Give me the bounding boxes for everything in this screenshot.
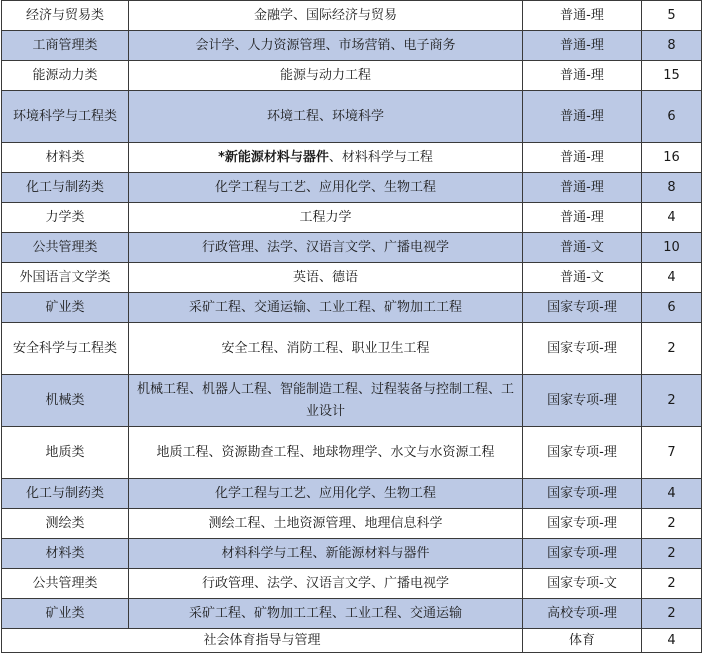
category-cell: 材料类	[2, 143, 129, 173]
majors-cell: 机械工程、机器人工程、智能制造工程、过程装备与控制工程、工业设计	[129, 375, 523, 427]
admission-type-cell: 国家专项-文	[523, 569, 642, 599]
table-row	[2, 629, 702, 653]
count-cell: 8	[642, 173, 702, 203]
count-cell: 7	[642, 427, 702, 479]
admission-type-cell: 普通-理	[523, 61, 642, 91]
majors-cell: 安全工程、消防工程、职业卫生工程	[129, 323, 523, 375]
count-cell: 8	[642, 31, 702, 61]
table-row	[2, 203, 702, 233]
admission-type-cell: 普通-文	[523, 263, 642, 293]
enrollment-plan-table	[1, 0, 702, 653]
category-cell: 矿业类	[2, 293, 129, 323]
category-cell: 公共管理类	[2, 569, 129, 599]
majors-cell: 能源与动力工程	[129, 61, 523, 91]
category-cell: 工商管理类	[2, 31, 129, 61]
admission-type-cell: 普通-理	[523, 91, 642, 143]
admission-type-cell: 国家专项-理	[523, 427, 642, 479]
majors-cell: 英语、德语	[129, 263, 523, 293]
admission-type-cell: 国家专项-理	[523, 323, 642, 375]
category-cell: 化工与制药类	[2, 173, 129, 203]
table-row	[2, 31, 702, 61]
category-cell: 经济与贸易类	[2, 1, 129, 31]
category-cell: 机械类	[2, 375, 129, 427]
category-cell: 公共管理类	[2, 233, 129, 263]
table-row	[2, 293, 702, 323]
majors-cell: 测绘工程、土地资源管理、地理信息科学	[129, 509, 523, 539]
majors-text: 、材料科学与工程	[328, 149, 433, 165]
majors-cell: 工程力学	[129, 203, 523, 233]
admission-type-cell: 普通-文	[523, 233, 642, 263]
category-cell: 力学类	[2, 203, 129, 233]
majors-cell: 材料科学与工程、新能源材料与器件	[129, 539, 523, 569]
table-row	[2, 323, 702, 375]
count-cell: 2	[642, 539, 702, 569]
highlighted-major: *新能源材料与器件	[218, 149, 329, 165]
table-row	[2, 91, 702, 143]
count-cell: 4	[642, 263, 702, 293]
count-cell: 2	[642, 509, 702, 539]
admission-type-cell: 国家专项-理	[523, 509, 642, 539]
majors-cell: 金融学、国际经济与贸易	[129, 1, 523, 31]
category-cell: 环境科学与工程类	[2, 91, 129, 143]
admission-type-cell: 普通-理	[523, 31, 642, 61]
admission-type-cell: 国家专项-理	[523, 479, 642, 509]
category-cell: 能源动力类	[2, 61, 129, 91]
category-cell: 化工与制药类	[2, 479, 129, 509]
category-cell: 外国语言文学类	[2, 263, 129, 293]
table-row	[2, 263, 702, 293]
majors-cell: 社会体育指导与管理	[2, 629, 523, 653]
count-cell: 6	[642, 91, 702, 143]
count-cell: 15	[642, 61, 702, 91]
count-cell: 4	[642, 479, 702, 509]
category-cell: 安全科学与工程类	[2, 323, 129, 375]
admission-type-cell: 普通-理	[523, 1, 642, 31]
table-row	[2, 599, 702, 629]
count-cell: 5	[642, 1, 702, 31]
admission-type-cell: 国家专项-理	[523, 375, 642, 427]
majors-cell: 行政管理、法学、汉语言文学、广播电视学	[129, 569, 523, 599]
count-cell: 6	[642, 293, 702, 323]
admission-type-cell: 普通-理	[523, 173, 642, 203]
table-row	[2, 479, 702, 509]
majors-cell: 化学工程与工艺、应用化学、生物工程	[129, 479, 523, 509]
table-row	[2, 375, 702, 427]
majors-cell: 会计学、人力资源管理、市场营销、电子商务	[129, 31, 523, 61]
category-cell: 地质类	[2, 427, 129, 479]
count-cell: 2	[642, 375, 702, 427]
table-row	[2, 233, 702, 263]
count-cell: 2	[642, 323, 702, 375]
majors-cell: 环境工程、环境科学	[129, 91, 523, 143]
admission-type-cell: 普通-理	[523, 203, 642, 233]
admission-type-cell: 国家专项-理	[523, 539, 642, 569]
admission-type-cell: 体育	[523, 629, 642, 653]
table-row	[2, 61, 702, 91]
count-cell: 2	[642, 599, 702, 629]
table-row	[2, 569, 702, 599]
category-cell: 矿业类	[2, 599, 129, 629]
category-cell: 测绘类	[2, 509, 129, 539]
table-row	[2, 509, 702, 539]
majors-cell: 采矿工程、矿物加工工程、工业工程、交通运输	[129, 599, 523, 629]
majors-cell: 地质工程、资源勘查工程、地球物理学、水文与水资源工程	[129, 427, 523, 479]
majors-cell: 采矿工程、交通运输、工业工程、矿物加工工程	[129, 293, 523, 323]
majors-cell: 化学工程与工艺、应用化学、生物工程	[129, 173, 523, 203]
count-cell: 4	[642, 203, 702, 233]
count-cell: 16	[642, 143, 702, 173]
admission-type-cell: 普通-理	[523, 143, 642, 173]
count-cell: 10	[642, 233, 702, 263]
majors-cell	[129, 143, 523, 173]
count-cell: 2	[642, 569, 702, 599]
table-row	[2, 143, 702, 173]
table-row	[2, 539, 702, 569]
category-cell: 材料类	[2, 539, 129, 569]
admission-type-cell: 高校专项-理	[523, 599, 642, 629]
majors-cell: 行政管理、法学、汉语言文学、广播电视学	[129, 233, 523, 263]
count-cell: 4	[642, 629, 702, 653]
admission-type-cell: 国家专项-理	[523, 293, 642, 323]
table-row	[2, 173, 702, 203]
table-row	[2, 427, 702, 479]
table-row	[2, 1, 702, 31]
